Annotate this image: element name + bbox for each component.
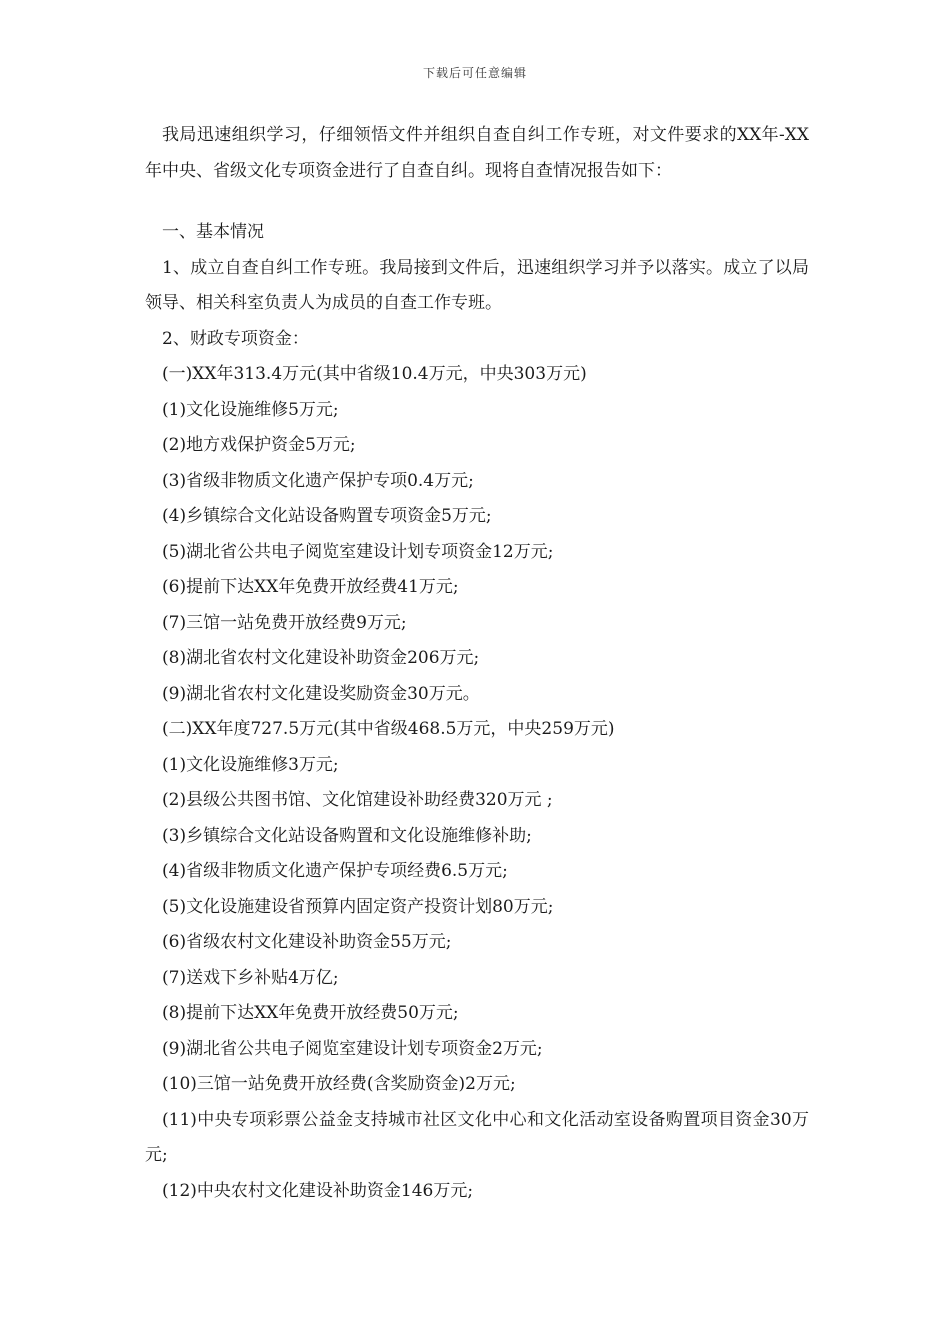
list-item: (8)湖北省农村文化建设补助资金206万元; bbox=[162, 648, 480, 668]
list-item: (6)提前下达XX年免费开放经费41万元; bbox=[162, 577, 459, 597]
list-item: (5)文化设施建设省预算内固定资产投资计划80万元; bbox=[162, 896, 554, 917]
document-body bbox=[145, 118, 809, 1209]
list-item: (5)湖北省公共电子阅览室建设计划专项资金12万元; bbox=[162, 541, 554, 562]
list-item: (1)文化设施维修3万元; bbox=[162, 754, 339, 775]
list-item: (3)乡镇综合文化站设备购置和文化设施维修补助; bbox=[162, 825, 532, 846]
list-item: (3)省级非物质文化遗产保护专项0.4万元; bbox=[162, 470, 474, 491]
section-heading-basic: 一、基本情况 bbox=[162, 222, 264, 242]
list-item: (2)县级公共图书馆、文化馆建设补助经费320万元 ; bbox=[162, 790, 553, 810]
list-item: (11)中央专项彩票公益金支持城市社区文化中心和文化活动室设备购置项目资金30万元; bbox=[145, 1109, 809, 1165]
paragraph-gap bbox=[145, 189, 809, 215]
paragraph-work-team: 1、成立自查自纠工作专班。我局接到文件后，迅速组织学习并予以落实。成立了以局领导、相关科室负责人为成员的自查工作专班。 bbox=[145, 257, 809, 313]
list-item: (9)湖北省公共电子阅览室建设计划专项资金2万元; bbox=[162, 1038, 543, 1059]
subsection-heading-two: (二)XX年度727.5万元(其中省级468.5万元，中央259万元) bbox=[162, 719, 615, 739]
paragraph-special-funds: 2、财政专项资金： bbox=[162, 328, 309, 349]
list-item: (4)省级非物质文化遗产保护专项经费6.5万元; bbox=[162, 861, 508, 881]
list-item: (10)三馆一站免费开放经费(含奖励资金)2万元; bbox=[162, 1074, 516, 1094]
list-item: (6)省级农村文化建设补助资金55万元; bbox=[162, 932, 452, 952]
list-item: (7)三馆一站免费开放经费9万元; bbox=[162, 612, 407, 633]
list-item: (4)乡镇综合文化站设备购置专项资金5万元; bbox=[162, 506, 492, 526]
list-item: (12)中央农村文化建设补助资金146万元; bbox=[162, 1180, 474, 1201]
list-item: (1)文化设施维修5万元; bbox=[162, 399, 339, 420]
subsection-heading-one: (一)XX年313.4万元(其中省级10.4万元，中央303万元) bbox=[162, 364, 587, 384]
list-item: (2)地方戏保护资金5万元; bbox=[162, 435, 356, 455]
list-item: (9)湖北省农村文化建设奖励资金30万元。 bbox=[162, 683, 480, 704]
page-header-note: 下载后可任意编辑 bbox=[422, 66, 527, 80]
list-item: (7)送戏下乡补贴4万亿; bbox=[162, 967, 339, 988]
list-item: (8)提前下达XX年免费开放经费50万元; bbox=[162, 1003, 459, 1023]
intro-paragraph: 我局迅速组织学习，仔细领悟文件并组织自查自纠工作专班，对文件要求的XX年-XX年中央、省级文化专项资金进行了自查自纠。现将自查情况报告如下： bbox=[145, 125, 809, 181]
